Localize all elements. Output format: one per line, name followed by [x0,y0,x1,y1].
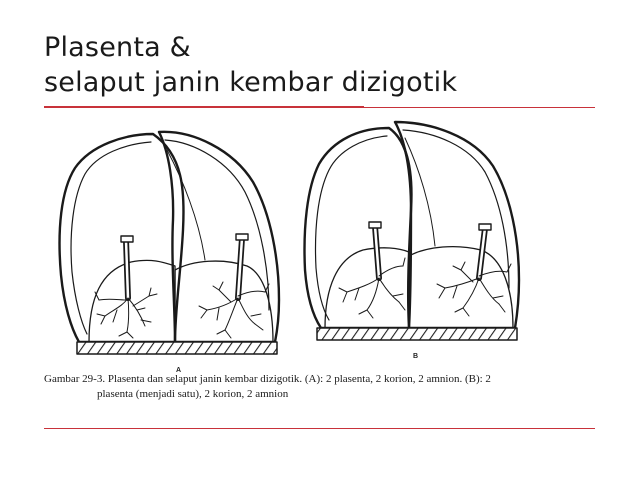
figure-b-right-sac [395,122,519,328]
slide-title-line-2: selaput janin kembar dizigotik [44,67,458,98]
figure-caption-line-2: plasenta (menjadi satu), 2 korion, 2 amnion [97,388,289,400]
figure-a-left-placenta [89,260,175,342]
figure-a-right-placenta [175,261,273,342]
slide-title-line-1: Plasenta & [44,32,191,63]
figure-b-right-placenta [409,247,513,328]
figure-b [305,122,519,360]
title-underline-accent [44,106,364,108]
figure-caption-line-1: Gambar 29-3. Plasenta dan selaput janin kembar dizigotik. (A): 2 plasenta, 2 korion, 2 amnion. (B): 2 [44,373,491,385]
slide-title [44,30,457,100]
footer-rule [44,428,595,429]
figure-b-label: B [413,353,419,360]
figure-a-label: A [176,367,182,374]
figure-a [60,132,279,374]
figure-b-left-placenta [325,248,409,328]
figure-caption [44,372,534,402]
